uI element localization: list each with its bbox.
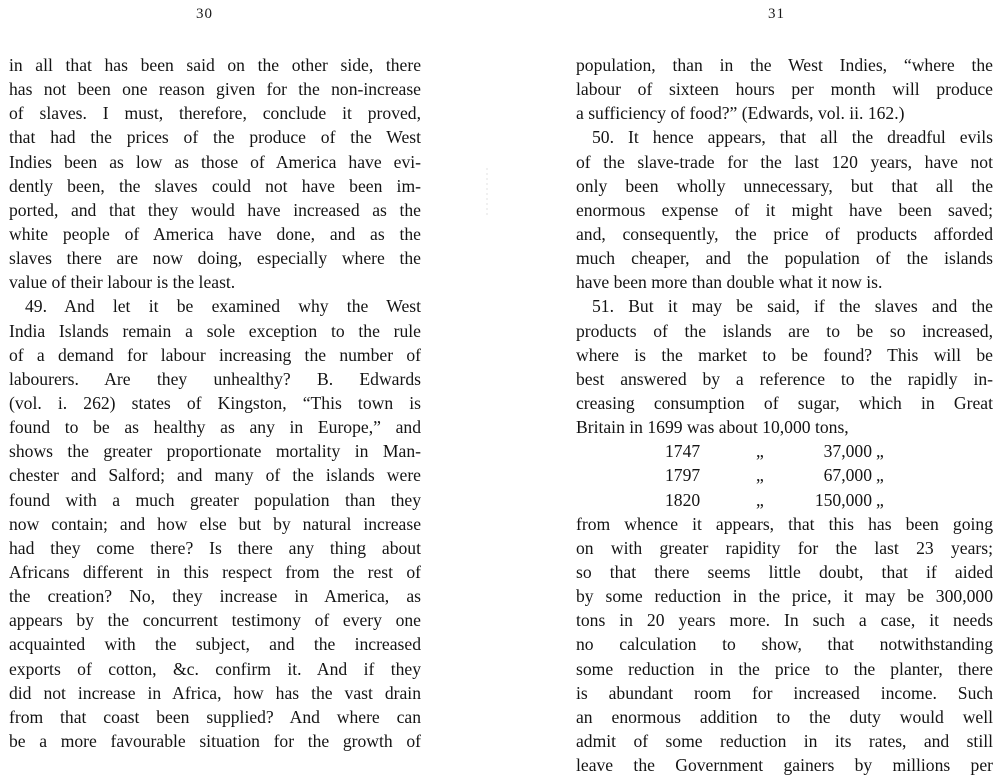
text-line: has not been one reason given for the non-increase bbox=[9, 79, 421, 100]
text-line: white people of America have done, and as the bbox=[9, 223, 421, 244]
text-line: did not increase in Africa, how has the vast drain bbox=[9, 682, 421, 703]
text-line: by some reduction in the price, it may be 300,000 bbox=[576, 586, 993, 607]
text-line: Africans different in this respect from the rest of bbox=[9, 561, 421, 582]
sugar-table-row bbox=[576, 439, 993, 463]
text-line: had they come there? Is there any thing about bbox=[9, 537, 421, 558]
text-line: that had the prices of the produce of the West bbox=[9, 127, 421, 148]
text-line: value of their labour is the least. bbox=[9, 272, 236, 293]
text-line: a sufficiency of food?” (Edwards, vol. ii. 162.) bbox=[576, 103, 905, 124]
text-line: much cheaper, and the population of the islands bbox=[576, 248, 993, 269]
text-line: be a more favourable situation for the growth of bbox=[9, 730, 421, 751]
text-line: appears by the concurrent testimony of every one bbox=[9, 610, 421, 631]
text-line: India Islands remain a sole exception to the rule bbox=[9, 320, 421, 341]
text-line: is abundant room for increased income. Such bbox=[576, 682, 993, 703]
text-line: the creation? No, they increase in America, as bbox=[9, 586, 421, 607]
text-line: on with greater rapidity for the last 23 years; bbox=[576, 537, 993, 558]
table-ditto-mark: „ bbox=[876, 465, 884, 486]
text-line: dently been, the slaves could not have been im- bbox=[9, 175, 421, 196]
left-page-text bbox=[9, 53, 421, 753]
text-line: found to be as healthy as any in Europe,” and bbox=[9, 417, 421, 438]
sugar-table-row bbox=[576, 463, 993, 487]
text-line: now contain; and how else but by natural increase bbox=[9, 513, 421, 534]
table-ditto-mark: „ bbox=[756, 489, 764, 510]
text-line: leave the Government gainers by millions per bbox=[576, 755, 993, 776]
text-line: and, consequently, the price of products afforded bbox=[576, 223, 993, 244]
text-line: ported, and that they would have increased as the bbox=[9, 199, 421, 220]
text-line: of a demand for labour increasing the number of bbox=[9, 344, 421, 365]
text-line: so that there seems little doubt, that if aided bbox=[576, 561, 993, 582]
text-line: best answered by a reference to the rapidly in- bbox=[576, 368, 993, 389]
paragraph-49-start: 49. And let it be examined why the West bbox=[25, 296, 421, 317]
table-tons: 37,000 bbox=[823, 441, 872, 462]
text-line: admit of some reduction in its rates, and still bbox=[576, 730, 993, 751]
text-line: found with a much greater population than they bbox=[9, 489, 421, 510]
gutter-smudge bbox=[484, 168, 490, 218]
text-line: have been more than double what it now is. bbox=[576, 272, 883, 293]
table-ditto-mark: „ bbox=[756, 441, 764, 462]
table-tons: 150,000 bbox=[814, 489, 872, 510]
text-line: (vol. i. 262) states of Kingston, “This town is bbox=[9, 392, 421, 413]
text-line: creasing consumption of sugar, which in Great bbox=[576, 392, 993, 413]
right-page-text bbox=[576, 53, 993, 777]
table-ditto-mark: „ bbox=[876, 441, 884, 462]
text-line: where is the market to be found? This will be bbox=[576, 344, 993, 365]
sugar-table-row bbox=[576, 488, 993, 512]
text-line: from whence it appears, that this has been going bbox=[576, 513, 993, 534]
text-line: of the slave-trade for the last 120 years, have not bbox=[576, 151, 993, 172]
text-line: tons in 20 years more. In such a case, it needs bbox=[576, 610, 993, 631]
text-line: in all that has been said on the other side, there bbox=[9, 55, 421, 75]
table-ditto-mark: „ bbox=[876, 489, 884, 510]
text-line: an enormous addition to the duty would well bbox=[576, 706, 993, 727]
text-line: population, than in the West Indies, “where the bbox=[576, 55, 993, 75]
text-line: from that coast been supplied? And where can bbox=[9, 706, 421, 727]
page-number-left: 30 bbox=[196, 6, 213, 22]
text-line: only been wholly unnecessary, but that all the bbox=[576, 175, 993, 196]
text-line: Britain in 1699 was about 10,000 tons, bbox=[576, 417, 849, 438]
text-line: enormous expense of it might have been saved; bbox=[576, 199, 993, 220]
table-year: 1747 bbox=[665, 441, 701, 462]
text-line: exports of cotton, &c. confirm it. And if they bbox=[9, 658, 421, 679]
text-line: labour of sixteen hours per month will produce bbox=[576, 79, 993, 100]
table-year: 1797 bbox=[665, 465, 701, 486]
page-number-right: 31 bbox=[768, 6, 785, 22]
text-line: some reduction in the price to the planter, there bbox=[576, 658, 993, 679]
text-line: Indies been as low as those of America have evi- bbox=[9, 151, 421, 172]
table-ditto-mark: „ bbox=[756, 465, 764, 486]
text-line: slaves there are now doing, especially where the bbox=[9, 248, 421, 269]
paragraph-50-start: 50. It hence appears, that all the dreadful evils bbox=[592, 127, 993, 148]
text-line: shows the greater proportionate mortality in Man- bbox=[9, 441, 421, 462]
text-line: acquainted with the subject, and the increased bbox=[9, 634, 421, 655]
text-line: labourers. Are they unhealthy? B. Edwards bbox=[9, 368, 421, 389]
text-line: chester and Salford; and many of the islands were bbox=[9, 465, 421, 486]
table-year: 1820 bbox=[665, 489, 701, 510]
paragraph-51-start: 51. But it may be said, if the slaves and the bbox=[592, 296, 993, 317]
text-line: products of the islands are to be so increased, bbox=[576, 320, 993, 341]
text-line: no calculation to show, that notwithstanding bbox=[576, 634, 993, 655]
text-line: of slaves. I must, therefore, conclude it proved, bbox=[9, 103, 421, 124]
table-tons: 67,000 bbox=[823, 465, 872, 486]
